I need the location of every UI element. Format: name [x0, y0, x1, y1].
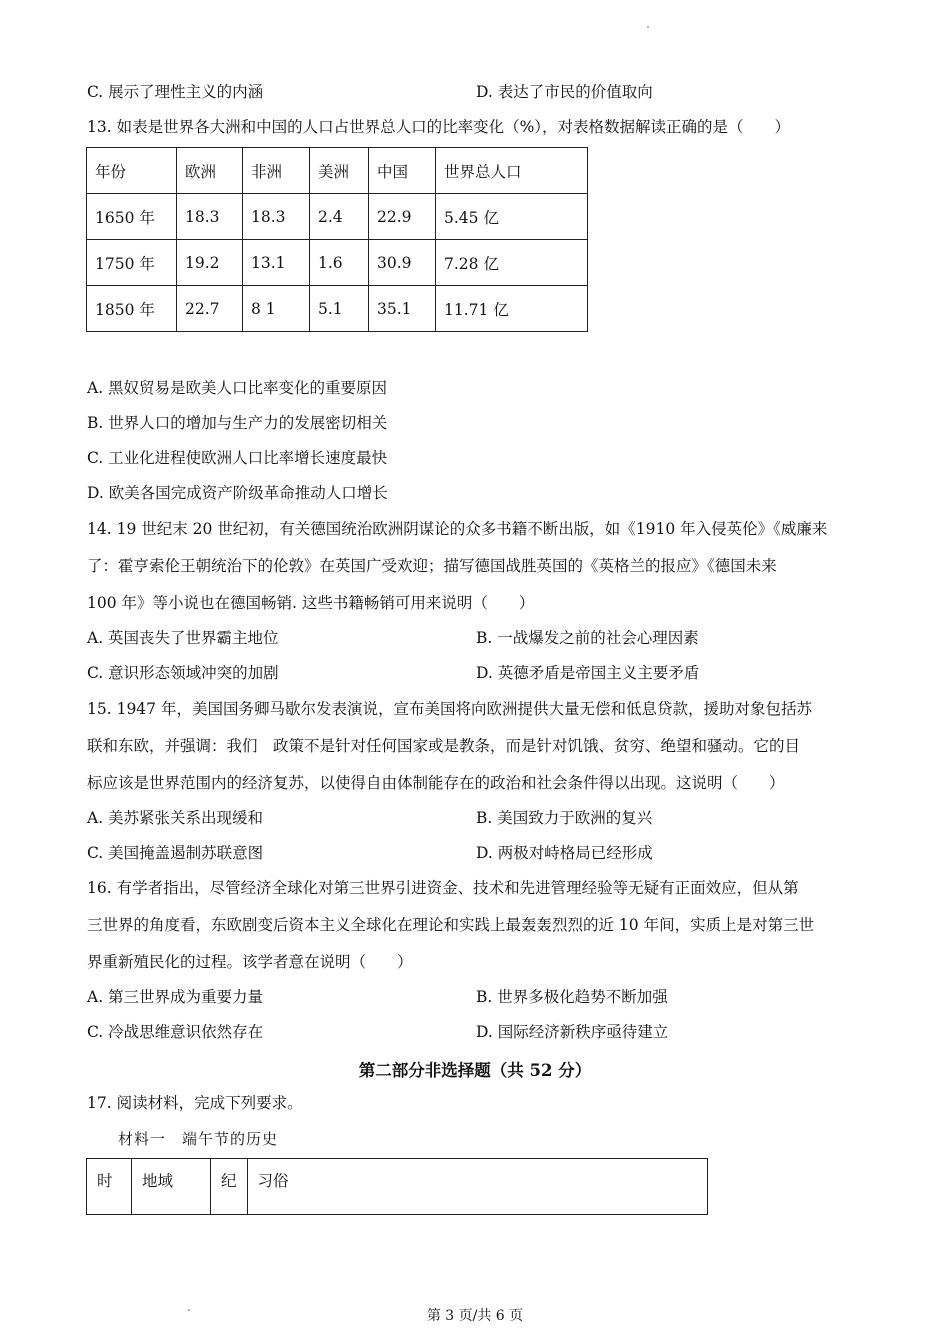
- q14-option-d: D. 英德矛盾是帝国主义主要矛盾: [476, 664, 700, 682]
- table-cell: 35.1: [369, 286, 436, 332]
- q13-option-a: A. 黑奴贸易是欧美人口比率变化的重要原因: [87, 379, 388, 397]
- q14-stem-line2: 了：霍亨索伦王朝统治下的伦敦》在英国广受欢迎；描写德国战胜英国的《英格兰的报应》《德国未来: [87, 557, 777, 575]
- table-header-cell: 欧洲: [177, 148, 243, 194]
- page-footer: 第 3 页/共 6 页: [426, 1308, 524, 1324]
- q15-option-a: A. 美苏紧张关系出现缓和: [87, 809, 264, 827]
- q15-stem-line3: 标应该是世界范围内的经济复苏，以使得自由体制能存在的政治和社会条件得以出现。这说明（ ）: [87, 774, 785, 792]
- table-header-cell: 中国: [369, 148, 436, 194]
- table-cell: 5.45 亿: [436, 194, 588, 240]
- table-cell: 2.4: [310, 194, 369, 240]
- table-header-cell: 年份: [87, 148, 177, 194]
- table-header-cell: 地域: [132, 1159, 211, 1215]
- table-header-cell: 纪: [211, 1159, 248, 1215]
- table-cell: 13.1: [243, 240, 310, 286]
- q16-option-c: C. 冷战思维意识依然存在: [87, 1023, 264, 1041]
- table-cell: 7.28 亿: [436, 240, 588, 286]
- q14-option-c: C. 意识形态领域冲突的加剧: [87, 664, 279, 682]
- q13-option-d: D. 欧美各国完成资产阶级革命推动人口增长: [87, 484, 388, 502]
- table-row: [87, 240, 588, 286]
- table-cell: 11.71 亿: [436, 286, 588, 332]
- q15-stem-line2: 联和东欧，并强调：我们 政策不是针对任何国家或是教条，而是针对饥饿、贫穷、绝望和骚动。它的目: [87, 737, 801, 755]
- q13-option-b: B. 世界人口的增加与生产力的发展密切相关: [87, 414, 388, 432]
- table-cell: 18.3: [177, 194, 243, 240]
- q16-stem-line1: 16. 有学者指出，尽管经济全球化对第三世界引进资金、技术和先进管理经验等无疑有正面效应，但从第: [87, 879, 799, 897]
- table-header-row: [87, 148, 588, 194]
- table-row: [87, 194, 588, 240]
- table-header-cell: 习俗: [247, 1159, 707, 1215]
- table-cell: 1850 年: [87, 286, 177, 332]
- table-header-cell: 美洲: [310, 148, 369, 194]
- corner-dot: [647, 26, 649, 28]
- q15-option-d: D. 两极对峙格局已经形成: [476, 844, 653, 862]
- q14-option-a: A. 英国丧失了世界霸主地位: [87, 629, 279, 647]
- q15-option-b: B. 美国致力于欧洲的复兴: [476, 809, 653, 827]
- material-table: [86, 1158, 708, 1215]
- q12-option-d: D. 表达了市民的价值取向: [476, 83, 653, 101]
- table-cell: 30.9: [369, 240, 436, 286]
- q16-stem-line3: 界重新殖民化的过程。该学者意在说明（ ）: [87, 953, 413, 971]
- q15-option-c: C. 美国掩盖遏制苏联意图: [87, 844, 264, 862]
- table-cell: 22.7: [177, 286, 243, 332]
- table-cell: 22.9: [369, 194, 436, 240]
- table-header-cell: 时: [87, 1159, 132, 1215]
- q15-stem-line1: 15. 1947 年，美国国务卿马歇尔发表演说，宣布美国将向欧洲提供大量无偿和低息贷款，援助对象包括苏: [87, 700, 812, 718]
- q16-option-b: B. 世界多极化趋势不断加强: [476, 988, 668, 1006]
- q16-stem-line2: 三世界的角度看，东欧剧变后资本主义全球化在理论和实践上最轰轰烈烈的近 10 年间，实质上是对第三世: [87, 916, 815, 934]
- q13-option-c: C. 工业化进程使欧洲人口比率增长速度最快: [87, 449, 388, 467]
- q12-option-c: C. 展示了理性主义的内涵: [87, 83, 264, 101]
- q14-option-b: B. 一战爆发之前的社会心理因素: [476, 629, 699, 647]
- q14-stem-line3: 100 年》等小说也在德国畅销. 这些书籍畅销可用来说明（ ）: [87, 594, 535, 612]
- material-one-title: 材料一 端午节的历史: [118, 1130, 279, 1148]
- table-cell: 5.1: [310, 286, 369, 332]
- table-row: [87, 286, 588, 332]
- q16-option-d: D. 国际经济新秩序亟待建立: [476, 1023, 669, 1041]
- population-table: [86, 147, 588, 332]
- table-header-row: [87, 1159, 708, 1215]
- q16-option-a: A. 第三世界成为重要力量: [87, 988, 264, 1006]
- table-cell: 19.2: [177, 240, 243, 286]
- table-cell: 1750 年: [87, 240, 177, 286]
- table-cell: 18.3: [243, 194, 310, 240]
- table-cell: 8 1: [243, 286, 310, 332]
- q13-stem: 13. 如表是世界各大洲和中国的人口占世界总人口的比率变化（%），对表格数据解读正确的是（ ）: [87, 118, 791, 136]
- table-cell: 1.6: [310, 240, 369, 286]
- table-header-cell: 非洲: [243, 148, 310, 194]
- q17-stem: 17. 阅读材料，完成下列要求。: [87, 1094, 303, 1112]
- q14-stem-line1: 14. 19 世纪末 20 世纪初，有关德国统治欧洲阴谋论的众多书籍不断出版，如《1910 年入侵英伦》《威廉来: [87, 520, 828, 538]
- part2-title: 第二部分非选择题（共 52 分）: [358, 1061, 592, 1080]
- table-cell: 1650 年: [87, 194, 177, 240]
- table-header-cell: 世界总人口: [436, 148, 588, 194]
